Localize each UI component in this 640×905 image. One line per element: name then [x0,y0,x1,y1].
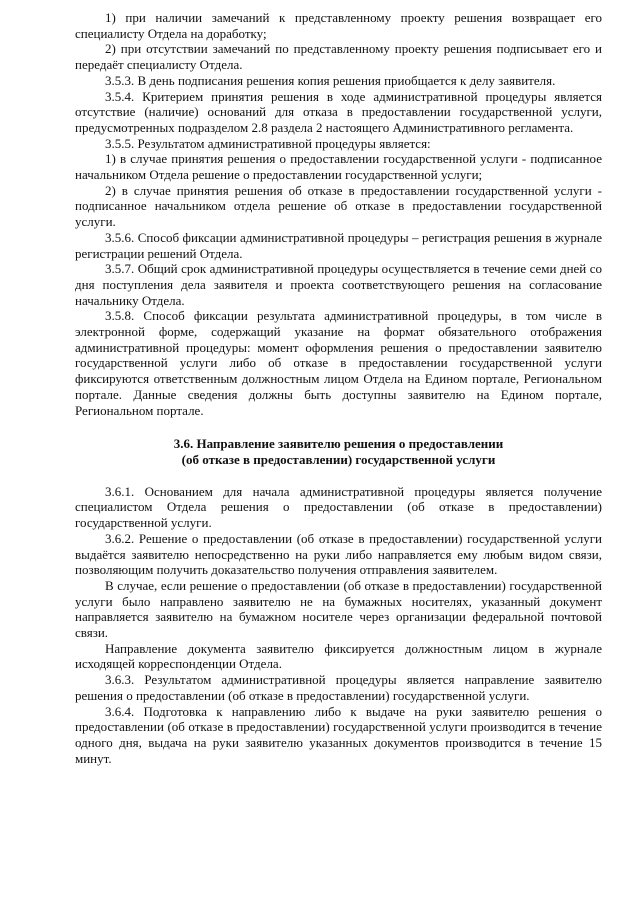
paragraph: 1) при наличии замечаний к представленному проекту решения возвращает его специалисту Отдела на доработку; [75,10,602,41]
paragraph: 3.5.8. Способ фиксации результата административной процедуры, в том числе в электронной форме, содержащий указание на формат обязательного отображения административной процедуры: момент оформления решения о предоставлении заявителю государственной услуги либо об отказе в предоставлении государственной услуги фиксируются ответственным должностным лицом Отдела на Едином портале, Региональном портале. Данные сведения должны быть доступны заявителю на Едином портале, Региональном портале. [75,308,602,418]
paragraph: 3.5.5. Результатом административной процедуры является: [105,135,431,151]
document-body [75,10,602,766]
section-heading-line: (об отказе в предоставлении) государственной услуги [181,451,496,467]
paragraph: 3.5.4. Критерием принятия решения в ходе административной процедуры является отсутствие (наличие) оснований для отказа в предоставлении государственной услуги, предусмотренных подразделом 2.8 раздела 2 настоящего Административного регламента. [75,88,602,135]
spacer [75,418,602,436]
paragraph: 3.6.1. Основанием для начала административной процедуры является получение специалистом Отдела решения о предоставлении (об отказе в предоставлении) государственной услуги. [75,483,602,531]
spacer [75,468,602,484]
paragraph: 1) в случае принятия решения о предоставлении государственной услуги - подписанное начальником Отдела решение о предоставлении государственной услуги; [75,151,602,183]
paragraph: 3.6.4. Подготовка к направлению либо к выдаче на руки заявителю решения о предоставлении (об отказе в предоставлении) государственной услуги производится в течение одного дня, выдача на руки заявителю указанных документов производится в течение 15 минут. [75,703,602,766]
paragraph: 3.5.3. В день подписания решения копия решения приобщается к делу заявителя. [105,72,556,88]
paragraph: 2) при отсутствии замечаний по представленному проекту решения подписывает его и передаёт специалисту Отдела. [75,41,602,73]
paragraph: 3.6.2. Решение о предоставлении (об отказе в предоставлении) государственной услуги выдаётся заявителю непосредственно на руки либо направляется ему любым видом связи, позволяющим получить доказательство получения отправления заявителем. [75,530,602,578]
section-heading-line: 3.6. Направление заявителю решения о предоставлении [173,436,504,452]
paragraph: 2) в случае принятия решения об отказе в предоставлении государственной услуги - подписанное начальником отдела решение об отказе в предоставлении государственной услуги. [75,182,602,230]
paragraph: 3.5.7. Общий срок административной процедуры осуществляется в течение семи дней со дня поступления дела заявителя и проекта соответствующего решения на согласование начальнику Отдела. [75,261,602,308]
section-heading [75,436,602,467]
paragraph: 3.6.3. Результатом административной процедуры является направление заявителю решения о предоставлении (об отказе в предоставлении) государственной услуги. [75,672,602,703]
paragraph: В случае, если решение о предоставлении (об отказе в предоставлении) государственной услуги было направлено заявителю не на бумажных носителях, указанный документ направляется заявителю на бумажном носителе через организации федеральной почтовой связи. [75,577,602,641]
paragraph: 3.5.6. Способ фиксации административной процедуры – регистрация решения в журнале регистрации решений Отдела. [75,229,602,261]
paragraph: Направление документа заявителю фиксируется должностным лицом в журнале исходящей корреспонденции Отдела. [75,640,602,672]
